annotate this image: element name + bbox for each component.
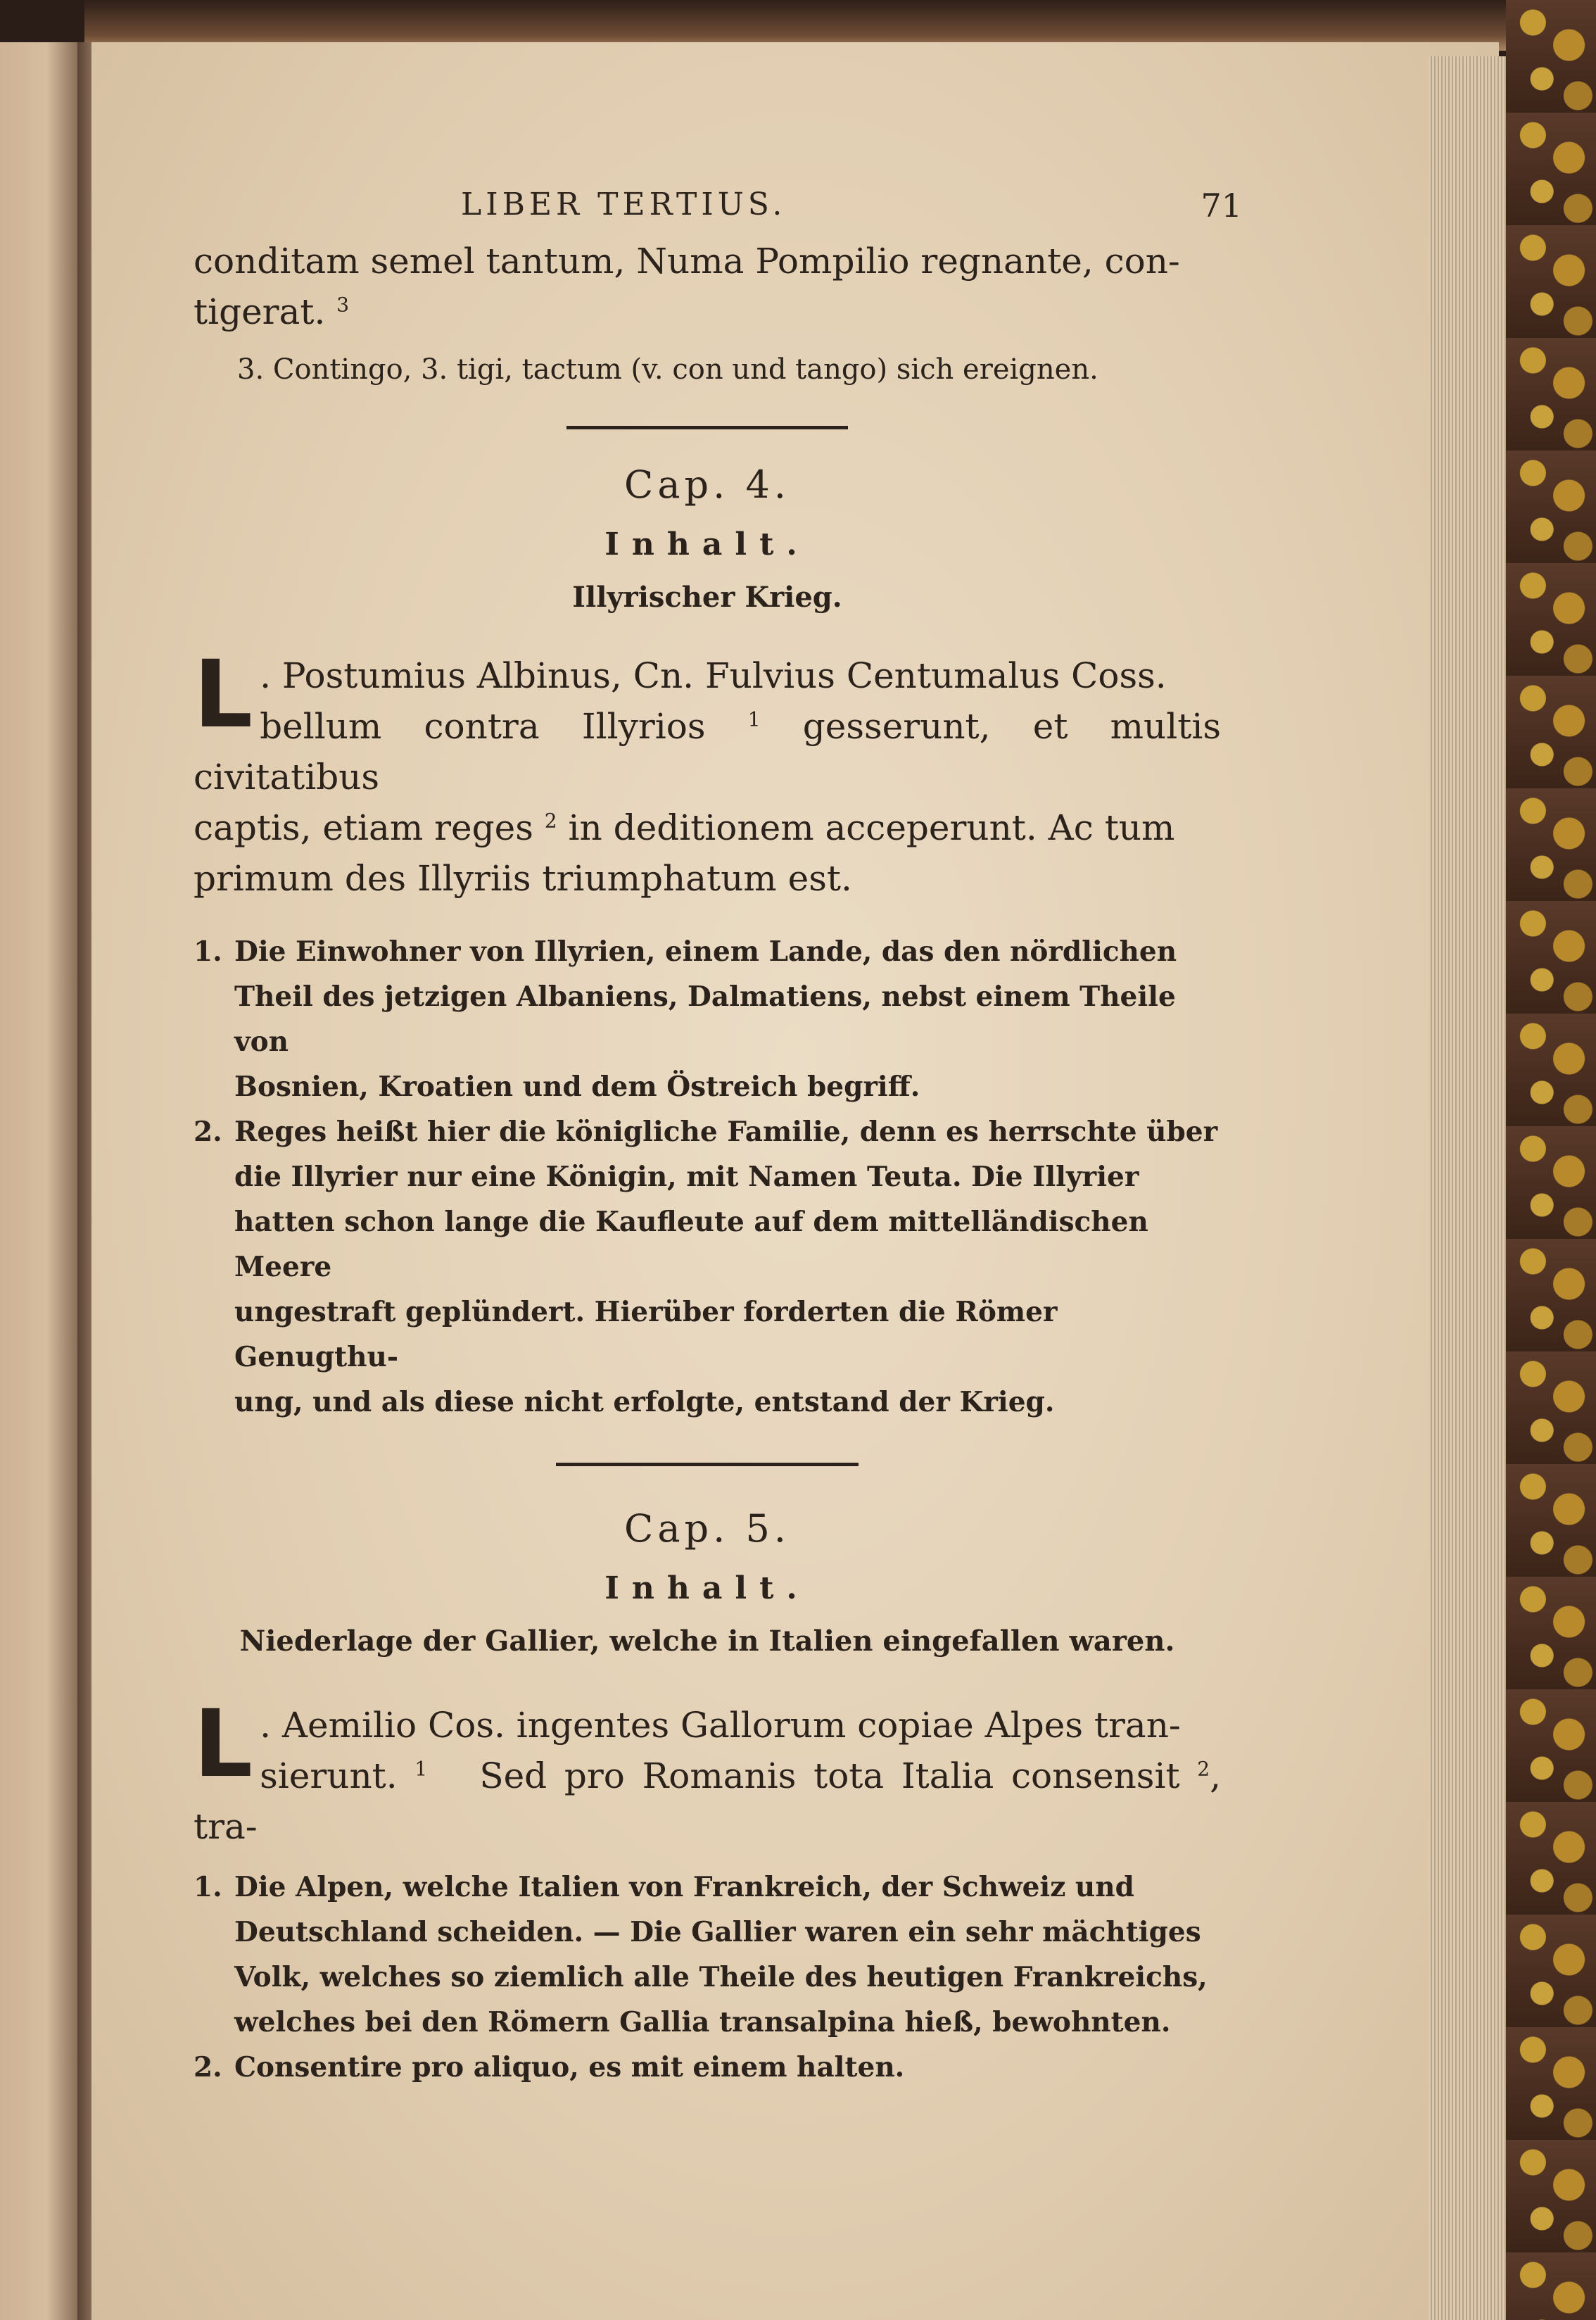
footnote-body — [234, 1865, 1208, 2045]
cap4-footnote-1 — [194, 929, 1221, 1109]
cap5-line-2a: sierunt. — [260, 1755, 398, 1796]
footnote-line: Die Einwohner von Illyrien, einem Lande, das den nördlichen — [234, 935, 1177, 968]
footnote-line: ungestraft geplündert. Hierüber forderten die Römer Genugthu- — [234, 1296, 1058, 1373]
footnote-line: Consentire pro aliquo, es mit einem halten. — [234, 2051, 905, 2083]
cap4-line-2b: gesserunt, et multis civitatibus — [194, 706, 1221, 798]
cap4-heading — [194, 453, 1221, 622]
cap4-line-2a: bellum contra Illyrios — [260, 706, 706, 747]
cap4-line-2 — [194, 701, 1221, 802]
cap4-paragraph — [194, 641, 1221, 904]
footnote-ref: 3 — [336, 293, 350, 317]
cap4-inhalt: Inhalt. — [604, 527, 810, 562]
cap4-dropcap: L — [194, 641, 253, 749]
opening-footnote: 3. Contingo, 3. tigi, tactum (v. con und tango) sich ereignen. — [237, 353, 1098, 386]
cap4-title: Cap. 4. — [624, 462, 790, 507]
footnote-line: Deutschland scheiden. — Die Gallier waren ein sehr mächtiges — [234, 1916, 1201, 1948]
footnote-line: ung, und als diese nicht erfolgte, entstand der Krieg. — [234, 1386, 1055, 1418]
cap4-footnotes — [194, 929, 1221, 1425]
cap4-line-3a: captis, etiam reges — [194, 807, 533, 848]
cap4-line-1: . Postumius Albinus, Cn. Fulvius Centumalus Coss. — [260, 655, 1167, 696]
cap5-inhalt: Inhalt. — [604, 1570, 810, 1606]
cap5-title: Cap. 5. — [624, 1506, 790, 1551]
footnote-line: hatten schon lange die Kaufleute auf dem mittelländischen Meere — [234, 1206, 1148, 1283]
opening-paragraph — [194, 236, 1221, 337]
cap5-line-2 — [194, 1751, 1221, 1852]
footnote-body — [234, 2045, 904, 2090]
cap5-summary: Niederlage der Gallier, welche in Italien eingefallen waren. — [239, 1625, 1175, 1658]
footnote-line: welches bei den Römern Gallia transalpina hieß, bewohnten. — [234, 2006, 1171, 2038]
footnote-ref: 2 — [1197, 1757, 1210, 1781]
running-title: LIBER TERTIUS. — [461, 187, 787, 222]
cap4-line-3b: in deditionem acceperunt. Ac tum — [568, 807, 1175, 848]
footnote-line: die Illyrier nur eine Königin, mit Namen Teuta. Die Illyrier — [234, 1161, 1139, 1193]
footnote-number: 2. — [194, 1116, 222, 1148]
footnote-number: 1. — [194, 935, 222, 968]
cap4-line-4: primum des Illyriis triumphatum est. — [194, 858, 852, 899]
footnote-body — [234, 929, 1221, 1109]
footnote-number: 2. — [194, 2051, 222, 2083]
cap5-heading — [194, 1497, 1221, 1666]
footnote-line: Theil des jetzigen Albaniens, Dalmatiens, nebst einem Theile von — [234, 981, 1176, 1058]
left-page-edge — [0, 42, 77, 2320]
cap5-dropcap: L — [194, 1690, 253, 1798]
cap5-footnote-2 — [194, 2045, 1221, 2090]
footnote-ref: 1 — [747, 707, 761, 731]
opening-line-2 — [194, 286, 1221, 337]
footnote-line: Reges heißt hier die königliche Familie, denn es herrschte über — [234, 1116, 1218, 1148]
opening-line-1: conditam semel tantum, Numa Pompilio regnante, con- — [194, 241, 1180, 282]
page-number: 71 — [1201, 187, 1242, 225]
cap4-line-3 — [194, 802, 1221, 853]
opening-line-2-text: tigerat. — [194, 291, 326, 332]
footnote-line: Volk, welches so ziemlich alle Theile des heutigen Frankreichs, — [234, 1961, 1208, 1993]
cap5-line-2b: Sed pro Romanis tota Italia consensit — [479, 1755, 1180, 1796]
cap4-summary: Illyrischer Krieg. — [572, 581, 842, 614]
cap5-footnote-1 — [194, 1865, 1221, 2045]
marbled-cover — [1506, 0, 1596, 2320]
footnote-ref: 1 — [414, 1757, 428, 1781]
footnote-number: 1. — [194, 1871, 222, 1903]
section-rule — [556, 1463, 859, 1466]
footnote-line: Die Alpen, welche Italien von Frankreich, der Schweiz und — [234, 1871, 1134, 1903]
cap5-line-2c: , tra- — [194, 1755, 1221, 1847]
footnote-ref: 2 — [544, 809, 557, 833]
cap4-footnote-2 — [194, 1109, 1221, 1425]
footnote-line: Bosnien, Kroatien und dem Östreich begriff. — [234, 1071, 920, 1103]
section-rule — [566, 426, 848, 429]
cap5-paragraph — [194, 1690, 1221, 1852]
cap5-line-1: . Aemilio Cos. ingentes Gallorum copiae Alpes tran- — [260, 1705, 1181, 1746]
running-head — [194, 158, 1242, 225]
cap5-footnotes — [194, 1865, 1221, 2090]
page-block-edge — [1429, 56, 1506, 2320]
page-content — [194, 158, 1242, 2090]
footnote-body — [234, 1109, 1221, 1425]
